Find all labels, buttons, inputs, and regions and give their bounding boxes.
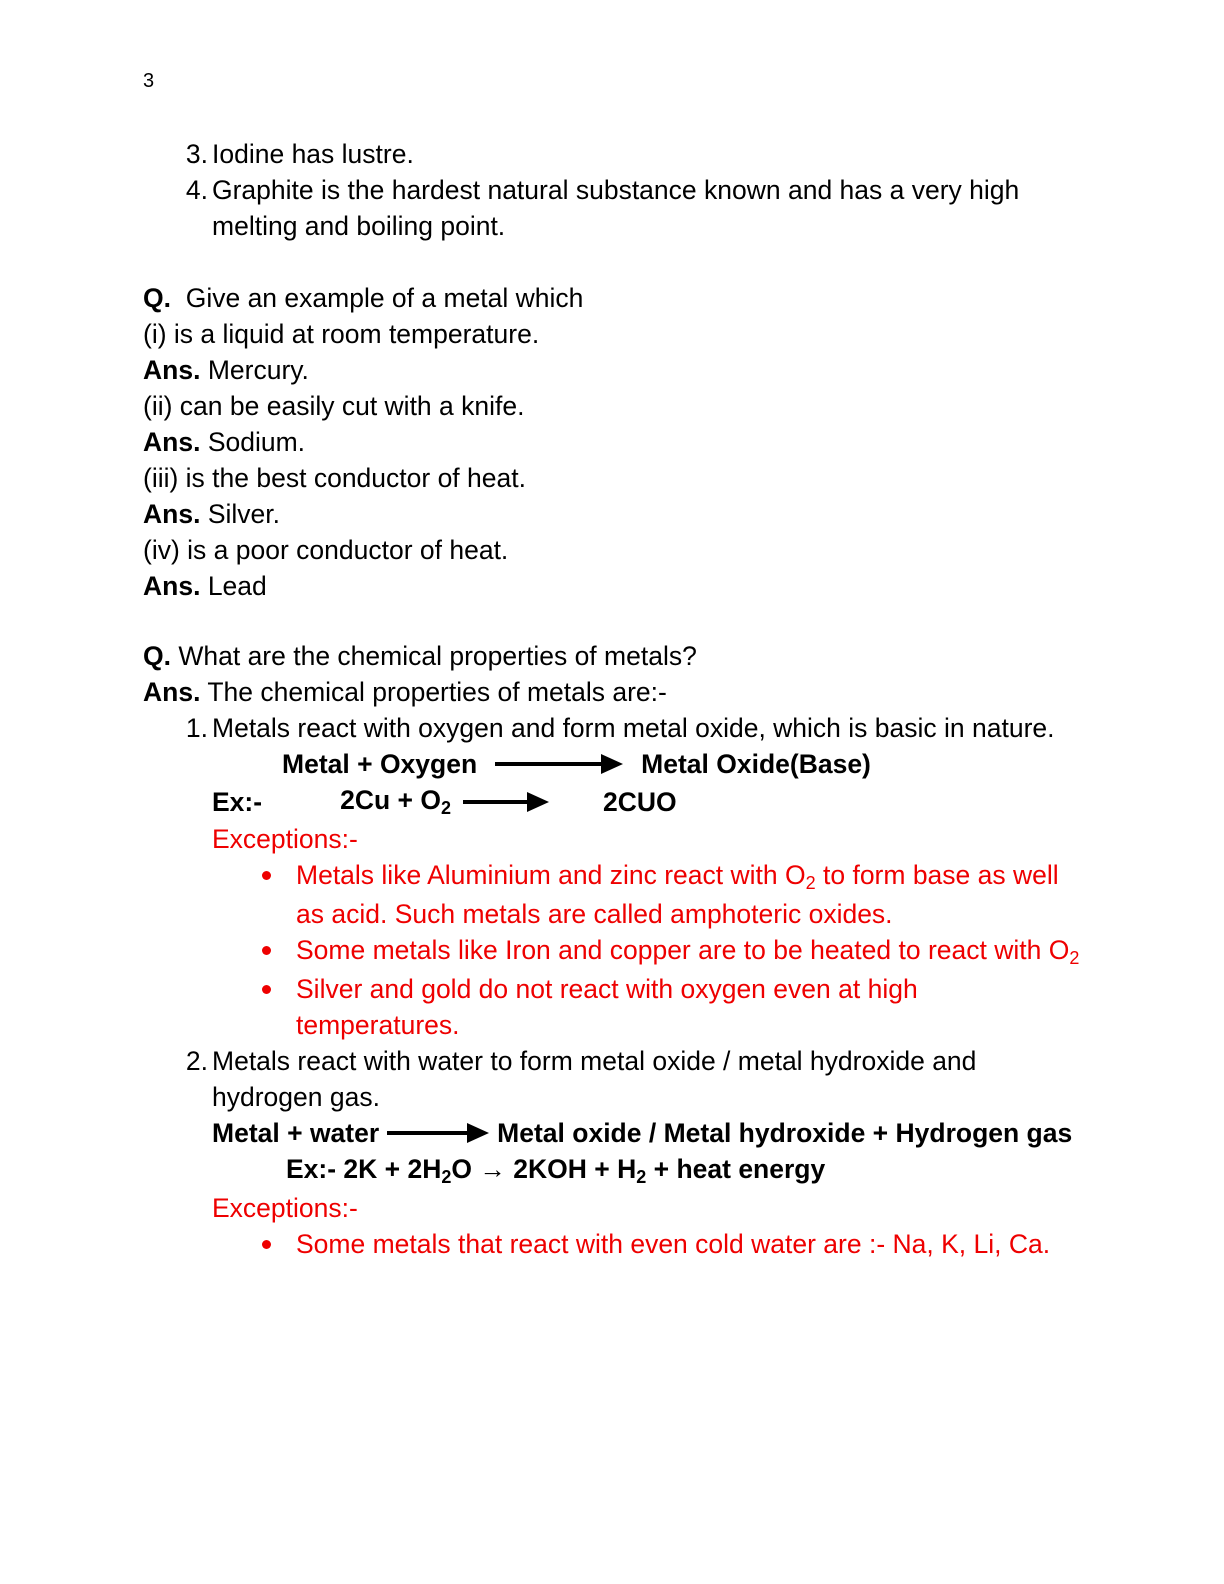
question-label: Q. (143, 641, 171, 671)
list-item (143, 172, 1083, 244)
question-1-part-iv-prompt: (iv) is a poor conductor of heat. (143, 535, 509, 565)
spacer (143, 244, 1083, 280)
equation-right: 2CUO (603, 786, 677, 817)
right-arrow-icon (387, 1124, 489, 1142)
list-item (254, 971, 1083, 1043)
bullet-icon (262, 871, 271, 880)
page-content (143, 136, 1083, 1262)
exception-text: Some metals like Iron and copper are to be heated to react with $O_2$ (296, 935, 1080, 969)
question-text: Give an example of a metal which (185, 283, 584, 313)
exceptions-heading-2: Exceptions:- (212, 1193, 358, 1223)
subscript: 2 (441, 1167, 452, 1188)
equation-copper-example (212, 782, 1083, 821)
question-text: What are the chemical properties of metals? (178, 641, 697, 671)
page-number: 3 (143, 70, 155, 92)
question-1-part-ii-answer (143, 424, 1083, 460)
list-item (254, 857, 1083, 932)
chemical-properties-list-2 (143, 1043, 1083, 1115)
exception-text: Some metals that react with even cold water are :- Na, K, Li, Ca. (296, 1229, 1051, 1259)
right-arrow-icon (495, 755, 623, 773)
list-item-text: Iodine has lustre. (212, 139, 414, 169)
answer-text: Lead (207, 571, 267, 601)
subscript: 2 (1069, 948, 1080, 969)
equation-text: Ex:- $2K + 2H_2O \to 2KOH + H_2$ + heat energy (286, 1154, 826, 1188)
bullet-icon (262, 1240, 271, 1249)
list-marker: 1. (185, 713, 208, 743)
subscript: 2 (440, 798, 451, 819)
equation-metal-water (212, 1115, 1083, 1151)
equation-left: Metal + water (212, 1118, 380, 1148)
question-label: Q. (143, 283, 171, 313)
question-1-heading (143, 280, 1083, 316)
bullet-icon (262, 946, 271, 955)
top-numbered-list (143, 136, 1083, 244)
question-1-part-iii-answer (143, 496, 1083, 532)
list-item (143, 710, 1083, 746)
list-item (143, 136, 1083, 172)
equation-right: Metal oxide / Metal hydroxide + Hydrogen gas (497, 1118, 1073, 1148)
answer-label: Ans. (143, 571, 201, 601)
answer-text: The chemical properties of metals are:- (207, 677, 667, 707)
exceptions-list-1 (143, 857, 1083, 1043)
answer-text: Silver. (207, 499, 280, 529)
equation-left: $2Cu + O_2$ (340, 785, 451, 819)
exceptions-heading-1: Exceptions:- (212, 824, 358, 854)
answer-label: Ans. (143, 427, 201, 457)
list-item (254, 1226, 1083, 1262)
list-item-text: Metals react with oxygen and form metal oxide, which is basic in nature. (212, 713, 1055, 743)
question-1-part-iii-prompt: (iii) is the best conductor of heat. (143, 463, 526, 493)
list-item (143, 1043, 1083, 1115)
list-item-text: Graphite is the hardest natural substance known and has a very high melting and boiling point. (212, 175, 1020, 241)
answer-label: Ans. (143, 677, 201, 707)
bullet-icon (262, 985, 271, 994)
list-item-text: Metals react with water to form metal oxide / metal hydroxide and hydrogen gas. (212, 1046, 977, 1112)
subscript: 2 (636, 1167, 647, 1188)
list-marker: 3. (185, 139, 208, 169)
question-1-part-i-answer (143, 352, 1083, 388)
list-marker: 2. (185, 1046, 208, 1076)
subscript: 2 (805, 873, 816, 894)
equation-potassium-example (286, 1151, 1083, 1190)
answer-label: Ans. (143, 499, 201, 529)
chemical-properties-list (143, 710, 1083, 746)
question-1-part-i-prompt: (i) is a liquid at room temperature. (143, 319, 540, 349)
list-item (254, 932, 1083, 971)
question-1-part-iv-answer (143, 568, 1083, 604)
answer-text: Sodium. (207, 427, 306, 457)
right-arrow-icon (463, 793, 549, 811)
exception-text: Silver and gold do not react with oxygen even at high temperatures. (296, 974, 918, 1040)
question-1-part-ii-prompt: (ii) can be easily cut with a knife. (143, 391, 525, 421)
spacer (143, 604, 1083, 638)
exceptions-list-2 (143, 1226, 1083, 1262)
question-2-heading (143, 638, 1083, 674)
answer-label: Ans. (143, 355, 201, 385)
question-2-answer (143, 674, 1083, 710)
answer-text: Mercury. (207, 355, 309, 385)
equation-metal-oxygen (282, 746, 1083, 782)
equation-left: Metal + Oxygen (282, 749, 478, 779)
exception-text: Metals like Aluminium and zinc react with $O_2$ to form base as well as acid. Such metals are called amphoteric oxides. (296, 860, 1059, 929)
example-label: Ex:- (212, 786, 263, 817)
list-marker: 4. (185, 175, 208, 205)
equation-right: Metal Oxide(Base) (641, 749, 871, 779)
